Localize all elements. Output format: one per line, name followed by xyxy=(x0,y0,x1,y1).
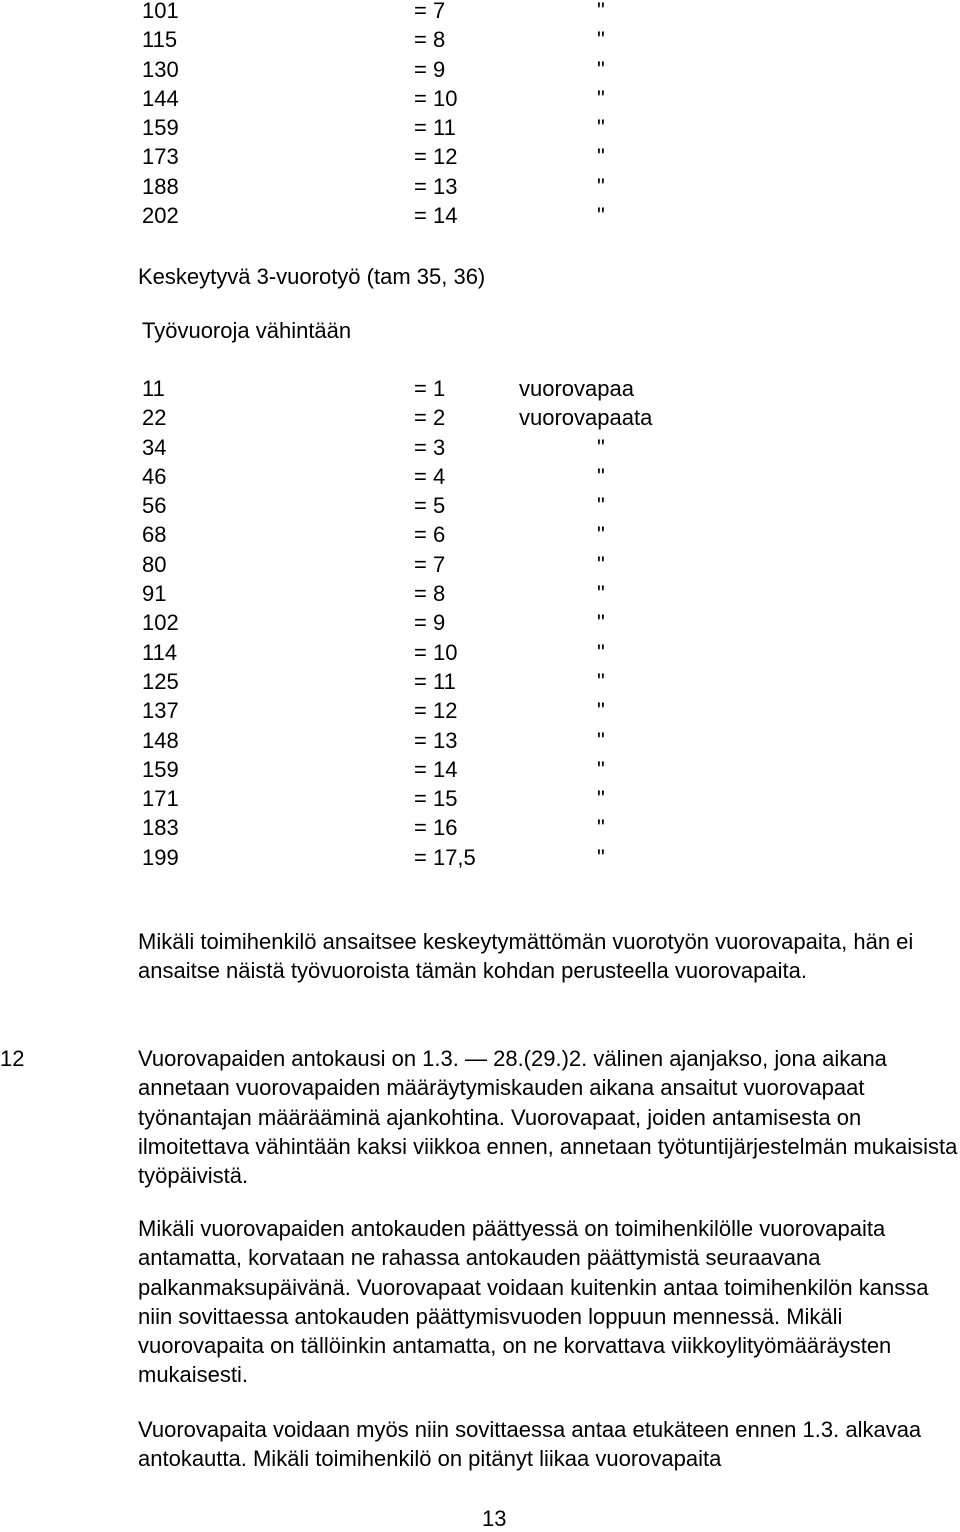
unit-cell: " xyxy=(597,144,605,170)
days-off-cell: = 8 xyxy=(414,581,446,607)
table-row xyxy=(0,374,960,403)
table-row xyxy=(0,784,960,813)
unit-cell: " xyxy=(597,522,605,548)
table-row xyxy=(0,579,960,608)
table-row xyxy=(0,172,960,201)
unit-cell: " xyxy=(597,844,605,870)
table-row xyxy=(0,403,960,432)
shifts-cell: 46 xyxy=(142,463,167,489)
unit-cell: " xyxy=(597,815,605,841)
days-off-cell: = 14 xyxy=(414,203,458,229)
unit-cell: " xyxy=(597,639,605,665)
unit-cell: " xyxy=(597,463,605,489)
section-number: 12 xyxy=(0,1046,25,1071)
days-off-cell: = 13 xyxy=(414,727,458,753)
table-row xyxy=(0,638,960,667)
unit-cell: " xyxy=(597,85,605,111)
days-off-cell: = 11 xyxy=(414,668,456,694)
table-row xyxy=(0,113,960,142)
unit-cell: " xyxy=(597,668,605,694)
unit-cell: " xyxy=(597,203,605,229)
shifts-cell: 137 xyxy=(142,698,179,724)
shifts-cell: 199 xyxy=(142,844,179,870)
shifts-cell: 125 xyxy=(142,668,179,694)
days-off-cell: = 4 xyxy=(414,463,446,489)
table-row xyxy=(0,608,960,637)
days-off-cell: = 15 xyxy=(414,786,458,812)
shifts-cell: 56 xyxy=(142,493,167,519)
table-row xyxy=(0,520,960,549)
table-row xyxy=(0,55,960,84)
unit-cell: " xyxy=(597,786,605,812)
unit-cell: " xyxy=(597,115,605,141)
table-row xyxy=(0,696,960,725)
table-row xyxy=(0,0,960,25)
shifts-cell: 101 xyxy=(142,0,179,23)
shifts-cell: 130 xyxy=(142,56,179,82)
shift-table-continued xyxy=(0,0,960,230)
shifts-cell: 114 xyxy=(142,639,178,665)
days-off-cell: = 11 xyxy=(414,115,456,141)
shifts-cell: 159 xyxy=(142,756,179,782)
table-row xyxy=(0,667,960,696)
days-off-cell: = 14 xyxy=(414,756,458,782)
section-paragraph-1: Vuorovapaiden antokausi on 1.3. — 28.(29.)2. välinen ajanjakso, jona aikana annetaan vuorovapaiden määräytymiskauden aikana ansaitut vuorovapaat työnantajan määrääminä ajankohtina. Vuorovapaat, joiden antamisesta on ilmoitettava vähintään kaksi viikkoa ennen, annetaan työtuntijärjestelmän mukaisista työpäivistä. xyxy=(138,1046,958,1189)
shifts-cell: 183 xyxy=(142,815,179,841)
table-row xyxy=(0,755,960,784)
shifts-cell: 11 xyxy=(142,376,165,401)
table-row xyxy=(0,491,960,520)
days-off-cell: = 13 xyxy=(414,173,458,199)
unit-cell: " xyxy=(597,698,605,724)
shifts-cell: 202 xyxy=(142,203,179,229)
unit-cell: " xyxy=(597,0,605,23)
shifts-cell: 188 xyxy=(142,173,179,199)
section-paragraph-2: Mikäli vuorovapaiden antokauden päättyessä on toimihenkilölle vuorovapaita antamatta, korvataan ne rahassa antokauden päättymistä seuraavana palkanmaksupäivänä. Vuorovapaat voidaan kuitenkin antaa toimihenkilön kanssa niin sovittaessa antokauden päättymisvuoden loppuun mennessä. Mikäli vuorovapaita on tällöinkin antamatta, on ne korvattava viikkoylityömääräysten mukaisesti. xyxy=(138,1216,929,1388)
shifts-cell: 34 xyxy=(142,434,167,460)
table-row xyxy=(0,142,960,171)
shifts-cell: 173 xyxy=(142,144,179,170)
days-off-cell: = 5 xyxy=(414,493,446,519)
days-off-cell: = 9 xyxy=(414,56,446,82)
days-off-cell: = 7 xyxy=(414,0,446,23)
unit-cell: " xyxy=(597,756,605,782)
days-off-cell: = 3 xyxy=(414,434,446,460)
days-off-cell: = 8 xyxy=(414,27,446,53)
days-off-cell: = 16 xyxy=(414,815,458,841)
unit-cell: vuorovapaata xyxy=(519,405,653,431)
shifts-cell: 80 xyxy=(142,551,167,577)
table-row xyxy=(0,433,960,462)
shifts-cell: 159 xyxy=(142,115,179,141)
days-off-cell: = 9 xyxy=(414,610,446,636)
shifts-cell: 144 xyxy=(142,85,179,111)
unit-cell: " xyxy=(597,56,605,82)
table-row xyxy=(0,813,960,842)
table-row xyxy=(0,201,960,230)
days-off-cell: = 10 xyxy=(414,639,458,665)
subheading: Työvuoroja vähintään xyxy=(142,318,352,343)
section-paragraph-3: Vuorovapaita voidaan myös niin sovittaessa antaa etukäteen ennen 1.3. alkavaa antokautta. Mikäli toimihenkilö on pitänyt liikaa vuorovapaita xyxy=(138,1417,922,1472)
days-off-cell: = 10 xyxy=(414,85,458,111)
unit-cell: " xyxy=(597,173,605,199)
days-off-cell: = 1 xyxy=(414,376,446,401)
shifts-cell: 171 xyxy=(142,786,179,812)
days-off-cell: = 12 xyxy=(414,144,458,170)
unit-cell: " xyxy=(597,434,605,460)
days-off-cell: = 2 xyxy=(414,405,446,431)
shifts-cell: 148 xyxy=(142,727,179,753)
days-off-cell: = 7 xyxy=(414,551,446,577)
unit-cell: " xyxy=(597,551,605,577)
page-number: 13 xyxy=(482,1506,507,1531)
shift-table xyxy=(0,374,960,872)
shifts-cell: 22 xyxy=(142,405,167,431)
table-row xyxy=(0,843,960,872)
unit-cell: " xyxy=(597,27,605,53)
unit-cell: " xyxy=(597,581,605,607)
note-paragraph: Mikäli toimihenkilö ansaitsee keskeytymättömän vuorotyön vuorovapaita, hän ei ansaitse näistä työvuoroista tämän kohdan perusteella vuorovapaita. xyxy=(138,929,914,984)
unit-cell: " xyxy=(597,610,605,636)
shifts-cell: 91 xyxy=(142,581,167,607)
table-row xyxy=(0,25,960,54)
table-row xyxy=(0,550,960,579)
days-off-cell: = 12 xyxy=(414,698,458,724)
table-row xyxy=(0,462,960,491)
table-row xyxy=(0,726,960,755)
days-off-cell: = 6 xyxy=(414,522,446,548)
shifts-cell: 68 xyxy=(142,522,167,548)
days-off-cell: = 17,5 xyxy=(414,844,476,870)
table-row xyxy=(0,84,960,113)
shifts-cell: 115 xyxy=(142,27,178,53)
unit-cell: vuorovapaa xyxy=(519,376,634,401)
shifts-cell: 102 xyxy=(142,610,179,636)
unit-cell: " xyxy=(597,493,605,519)
section-heading: Keskeytyvä 3-vuorotyö (tam 35, 36) xyxy=(138,264,486,289)
unit-cell: " xyxy=(597,727,605,753)
